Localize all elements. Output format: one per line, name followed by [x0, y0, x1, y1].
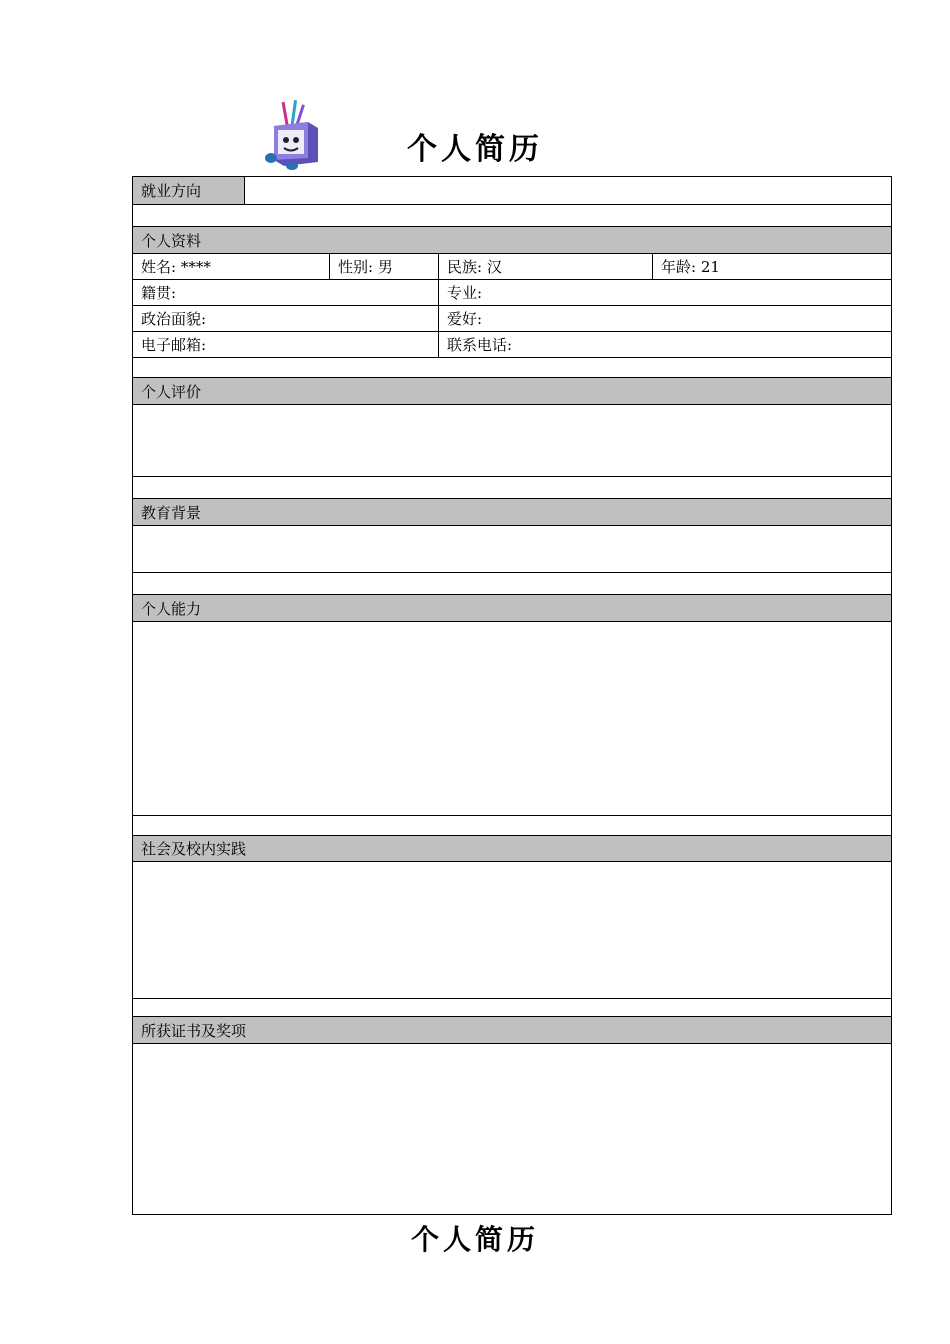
career-label: 就业方向	[133, 177, 245, 205]
career-value-field[interactable]	[245, 177, 892, 205]
personal-row-2	[133, 280, 892, 306]
career-row	[133, 177, 892, 205]
footer-title: 个人简历	[410, 1223, 539, 1256]
personal-row-1	[133, 254, 892, 280]
hobbies-field[interactable]: 爱好:	[439, 306, 892, 332]
section-header-practice: 社会及校内实践	[133, 836, 892, 862]
gender-field[interactable]: 性别: 男	[330, 254, 439, 280]
section-header-abilities: 个人能力	[133, 595, 892, 622]
spacer-row	[133, 205, 892, 227]
practice-content[interactable]	[133, 862, 892, 999]
resume-table	[132, 176, 892, 1215]
email-field[interactable]: 电子邮箱:	[133, 332, 439, 358]
age-field[interactable]: 年龄: 21	[653, 254, 892, 280]
section-header-personal: 个人资料	[133, 227, 892, 254]
personal-row-3	[133, 306, 892, 332]
section-header-self-evaluation: 个人评价	[133, 378, 892, 405]
name-field[interactable]: 姓名: ****	[133, 254, 330, 280]
page-title: 个人简历	[407, 132, 543, 167]
spacer-row	[133, 573, 892, 595]
pen-holder-logo-icon	[262, 100, 322, 170]
native-place-field[interactable]: 籍贯:	[133, 280, 439, 306]
section-header-certificates: 所获证书及奖项	[133, 1017, 892, 1044]
abilities-content[interactable]	[133, 622, 892, 816]
phone-field[interactable]: 联系电话:	[439, 332, 892, 358]
ethnicity-field[interactable]: 民族: 汉	[439, 254, 653, 280]
section-header-education: 教育背景	[133, 499, 892, 526]
personal-row-4	[133, 332, 892, 358]
certificates-content[interactable]	[133, 1044, 892, 1215]
self-evaluation-content[interactable]	[133, 405, 892, 477]
spacer-row	[133, 477, 892, 499]
spacer-row	[133, 816, 892, 836]
spacer-row	[133, 358, 892, 378]
major-field[interactable]: 专业:	[439, 280, 892, 306]
education-content[interactable]	[133, 526, 892, 573]
political-status-field[interactable]: 政治面貌:	[133, 306, 439, 332]
spacer-row	[133, 999, 892, 1017]
